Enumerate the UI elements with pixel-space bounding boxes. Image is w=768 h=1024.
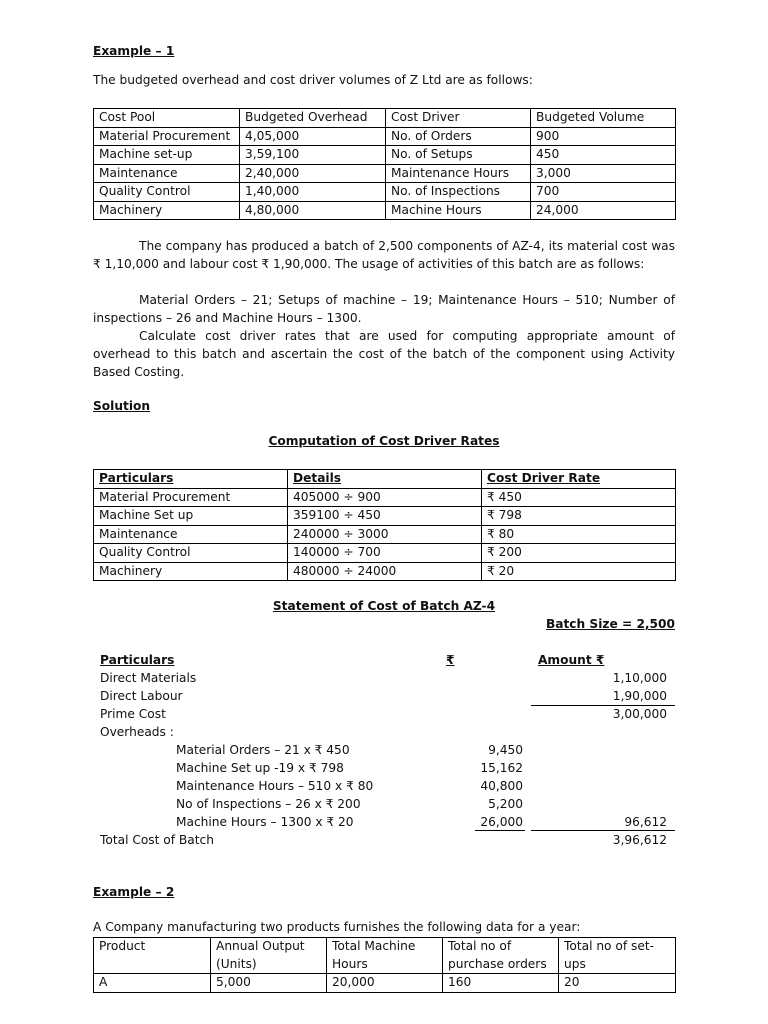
row-label: Machine Set up -19 x ₹ 798 [176,761,344,775]
solution-heading: Solution [93,399,151,413]
cell: Material Procurement [94,127,240,146]
cell: 2,40,000 [240,164,386,183]
problem-paragraph-2: Material Orders – 21; Setups of machine – 19; Maintenance Hours – 510; Number of inspections – 26 and Machine Hours – 1300. [93,293,675,325]
cell: 359100 ÷ 450 [288,507,482,526]
rates-table [93,469,676,581]
overhead-row [0,795,768,813]
problem-paragraph-3: Calculate cost driver rates that are used for computing appropriate amount of overhead to this batch and ascertain the cost of the batch of the component using Activity Based Costing. [93,329,675,379]
problem-paragraph-1: The company has produced a batch of 2,500 components of AZ-4, its material cost was ₹ 1,10,000 and labour cost ₹ 1,90,000. The usage of activities of this batch are as follows: [93,239,675,271]
header-cell: Total no of set-ups [559,938,676,974]
cell: 20,000 [327,974,443,993]
example-2-intro: A Company manufacturing two products furnishes the following data for a year: [93,920,581,934]
row-amount: 3,00,000 [612,707,667,721]
cell: 4,05,000 [240,127,386,146]
cell: 405000 ÷ 900 [288,488,482,507]
row-label: No of Inspections – 26 x ₹ 200 [176,797,361,811]
table-row [94,525,676,544]
row-value: 9,450 [488,743,523,757]
statement-total-row [0,831,768,849]
table-row [94,146,676,165]
row-label: Direct Labour [100,689,183,703]
cell: Maintenance [94,164,240,183]
overhead-row [0,777,768,795]
cell: 450 [531,146,676,165]
amount-column-header: Amount ₹ [538,653,605,667]
overhead-row [0,813,768,831]
row-label: Machine Hours – 1300 x ₹ 20 [176,815,354,829]
cell: ₹ 20 [482,562,676,581]
rates-title: Computation of Cost Driver Rates [268,434,500,448]
table-row [94,164,676,183]
products-table [93,937,676,993]
particulars-column-header: Particulars [100,653,175,667]
example-2-heading: Example – 2 [93,885,175,899]
cell: 3,000 [531,164,676,183]
table-row [94,974,676,993]
cell: 900 [531,127,676,146]
rupee-column-header: ₹ [446,653,455,667]
row-label: Total Cost of Batch [100,833,214,847]
cell: Quality Control [94,183,240,202]
products-table-header [94,938,676,974]
statement-row [0,705,768,723]
cell: 5,000 [211,974,327,993]
row-value: 40,800 [480,779,523,793]
table-row [94,507,676,526]
row-amount: 3,96,612 [612,833,667,847]
cell: 480000 ÷ 24000 [288,562,482,581]
row-label: Material Orders – 21 x ₹ 450 [176,743,350,757]
header-cell: Budgeted Volume [531,109,676,128]
overhead-row [0,759,768,777]
cell: Machine set-up [94,146,240,165]
table-row [94,488,676,507]
cell: A [94,974,211,993]
cell: Material Procurement [94,488,288,507]
batch-size: Batch Size = 2,500 [545,617,675,631]
header-cell: Total no of purchase orders [443,938,559,974]
statement-header-row [0,651,768,669]
cell: Maintenance [94,525,288,544]
table-row [94,562,676,581]
row-value: 5,200 [488,797,523,811]
cell: 1,40,000 [240,183,386,202]
cell: Machinery [94,201,240,220]
cell: No. of Orders [386,127,531,146]
header-cell: Cost Driver Rate [482,470,676,489]
cell: No. of Setups [386,146,531,165]
header-cell: Particulars [94,470,288,489]
table-row [94,544,676,563]
header-cell: Product [94,938,211,974]
cell: 20 [559,974,676,993]
overhead-row [0,741,768,759]
row-value: 26,000 [480,815,523,829]
row-value: 15,162 [480,761,523,775]
row-amount: 1,10,000 [612,671,667,685]
header-cell: Budgeted Overhead [240,109,386,128]
table-row [94,201,676,220]
example-1-heading: Example – 1 [93,44,175,58]
cell: 3,59,100 [240,146,386,165]
cell: 24,000 [531,201,676,220]
table-row [94,127,676,146]
header-cell: Details [288,470,482,489]
cell: ₹ 798 [482,507,676,526]
cell: 240000 ÷ 3000 [288,525,482,544]
row-amount: 1,90,000 [612,689,667,703]
cell: Maintenance Hours [386,164,531,183]
cell: ₹ 200 [482,544,676,563]
rates-table-header [94,470,676,489]
cell: 700 [531,183,676,202]
statement-row [0,723,768,741]
budget-table-header [94,109,676,128]
cell: 160 [443,974,559,993]
cell: 4,80,000 [240,201,386,220]
row-label: Prime Cost [100,707,166,721]
statement-row [0,687,768,705]
cell: Quality Control [94,544,288,563]
cell: Machine Set up [94,507,288,526]
table-row [94,183,676,202]
budget-table [93,108,676,220]
row-label: Maintenance Hours – 510 x ₹ 80 [176,779,374,793]
statement-row [0,669,768,687]
cell: ₹ 450 [482,488,676,507]
cell: 140000 ÷ 700 [288,544,482,563]
row-label: Direct Materials [100,671,197,685]
statement-title: Statement of Cost of Batch AZ-4 [272,599,496,613]
overheads-total: 96,612 [624,815,667,829]
cell: Machinery [94,562,288,581]
cell: No. of Inspections [386,183,531,202]
header-cell: Cost Pool [94,109,240,128]
example-1-intro: The budgeted overhead and cost driver volumes of Z Ltd are as follows: [93,73,533,87]
header-cell: Cost Driver [386,109,531,128]
cell: ₹ 80 [482,525,676,544]
overheads-label: Overheads : [100,725,174,739]
header-cell: Annual Output (Units) [211,938,327,974]
cell: Machine Hours [386,201,531,220]
header-cell: Total Machine Hours [327,938,443,974]
